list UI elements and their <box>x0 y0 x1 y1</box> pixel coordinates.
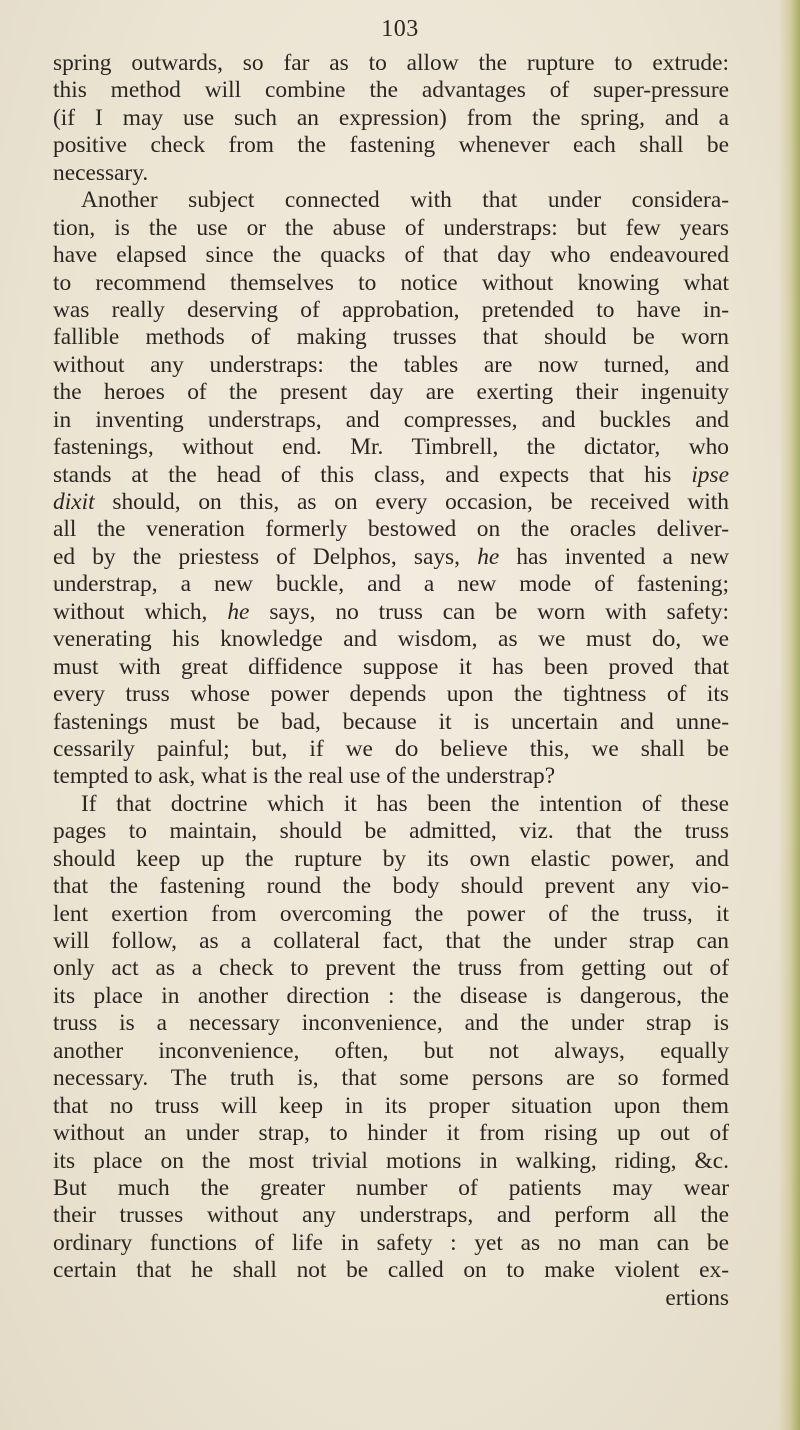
text-line: certain that he shall not be called on to make violent ex- <box>53 1257 729 1284</box>
text-line: tion, is the use or the abuse of understraps: but few years <box>53 214 729 241</box>
text-line: should keep up the rupture by its own elastic power, and <box>53 845 729 872</box>
text-line: this method will combine the advantages of super-pressure <box>53 77 729 104</box>
page-edge-shadow <box>778 0 800 1430</box>
text-line: its place on the most trivial motions in walking, riding, &c. <box>53 1147 729 1174</box>
text-line: fastenings must be bad, because it is uncertain and unne- <box>53 708 729 735</box>
text-line: without an under strap, to hinder it from rising up out of <box>53 1120 729 1147</box>
text-line: If that doctrine which it has been the intention of these <box>81 790 729 817</box>
text-line: understrap, a new buckle, and a new mode of fastening; <box>53 571 729 598</box>
text-line: cessarily painful; but, if we do believe this, we shall be <box>53 735 729 762</box>
text-line: tempted to ask, what is the real use of the understrap? <box>53 763 556 790</box>
text-line: dixit should, on this, as on every occasion, be received with <box>53 489 729 515</box>
text-line: the heroes of the present day are exerting their ingenuity <box>53 379 729 406</box>
text-line: ertions <box>665 1284 729 1311</box>
text-line: pages to maintain, should be admitted, viz. that the truss <box>53 818 729 845</box>
text-line: necessary. <box>53 159 149 186</box>
text-line: without any understraps: the tables are now turned, and <box>53 351 729 378</box>
text-line: will follow, as a collateral fact, that the under strap can <box>53 928 729 954</box>
text-line: must with great diffidence suppose it has been proved that <box>53 653 729 680</box>
text-line: (if I may use such an expression) from the spring, and a <box>53 104 729 131</box>
text-line: was really deserving of approbation, pretended to have in- <box>53 296 729 323</box>
text-line: But much the greater number of patients may wear <box>53 1174 729 1201</box>
text-line: positive check from the fastening whenever each shall be <box>53 132 729 159</box>
body-text <box>53 50 729 1312</box>
text-line: lent exertion from overcoming the power of the truss, it <box>53 900 729 927</box>
text-line: another inconvenience, often, but not always, equally <box>53 1037 729 1064</box>
text-line: truss is a necessary inconvenience, and the under strap is <box>53 1010 729 1037</box>
text-line: ordinary functions of life in safety : yet as no man can be <box>53 1229 729 1256</box>
text-line: fastenings, without end. Mr. Timbrell, the dictator, who <box>53 434 729 461</box>
text-line: that no truss will keep in its proper situation upon them <box>53 1092 729 1119</box>
text-line: only act as a check to prevent the truss from getting out of <box>53 955 729 982</box>
text-line: have elapsed since the quacks of that day who endeavoured <box>53 242 729 269</box>
text-line: its place in another direction : the disease is dangerous, the <box>53 982 729 1009</box>
text-line: fallible methods of making trusses that should be worn <box>53 324 729 351</box>
text-line: ed by the priestess of Delphos, says, he has invented a new <box>53 543 729 570</box>
text-line: spring outwards, so far as to allow the rupture to extrude: <box>53 50 729 76</box>
text-line: Another subject connected with that under considera- <box>81 187 729 214</box>
text-line: that the fastening round the body should prevent any vio- <box>53 873 729 900</box>
text-line: in inventing understraps, and compresses, and buckles and <box>53 406 729 433</box>
page-number: 103 <box>381 16 419 42</box>
text-line: every truss whose power depends upon the tightness of its <box>53 681 729 708</box>
text-line: stands at the head of this class, and expects that his ipse <box>53 461 729 488</box>
text-line: without which, he says, no truss can be worn with safety: <box>53 598 729 625</box>
text-line: necessary. The truth is, that some persons are so formed <box>53 1065 729 1092</box>
text-line: to recommend themselves to notice without knowing what <box>53 269 729 296</box>
text-line: all the veneration formerly bestowed on the oracles deliver- <box>53 516 729 543</box>
text-line: their trusses without any understraps, and perform all the <box>53 1202 729 1229</box>
text-line: venerating his knowledge and wisdom, as we must do, we <box>53 626 729 653</box>
